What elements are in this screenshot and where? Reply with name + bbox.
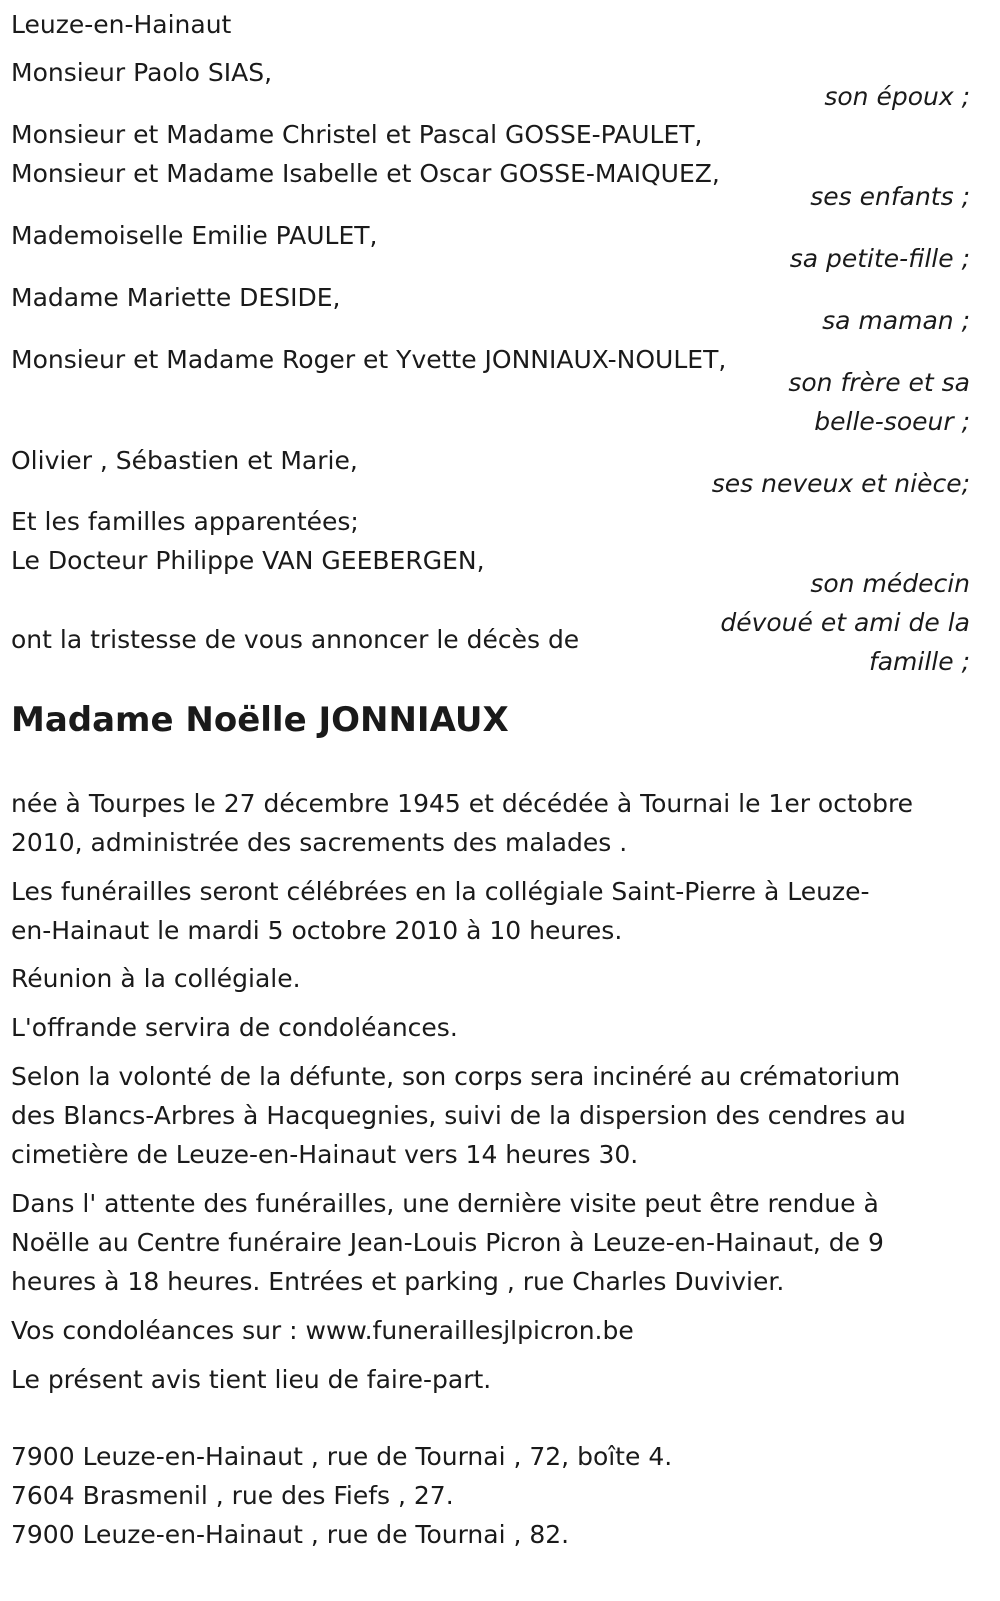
address-line: 7900 Leuze-en-Hainaut , rue de Tournai , 82. [11, 1520, 570, 1549]
address-line: 7604 Brasmenil , rue des Fiefs , 27. [11, 1481, 454, 1510]
paragraph-line: cimetière de Leuze-en-Hainaut vers 14 heures 30. [11, 1140, 639, 1169]
family-relation: dévoué et ami de la [720, 608, 970, 637]
family-member: Monsieur et Madame Isabelle et Oscar GOSSE-MAIQUEZ, [11, 159, 720, 188]
family-member: Mademoiselle Emilie PAULET, [11, 221, 378, 250]
family-relation: son médecin [810, 569, 970, 598]
paragraph-line: Dans l' attente des funérailles, une dernière visite peut être rendue à [11, 1189, 879, 1218]
family-relation: son époux ; [824, 82, 970, 111]
family-member: Et les familles apparentées; [11, 507, 359, 536]
condolences-line: Vos condoléances sur : www.funeraillesjlpicron.be [11, 1316, 634, 1345]
location-heading: Leuze-en-Hainaut [11, 10, 232, 39]
paragraph-line: Le présent avis tient lieu de faire-part. [11, 1365, 492, 1394]
family-member: Olivier , Sébastien et Marie, [11, 446, 358, 475]
deceased-name: Madame Noëlle JONNIAUX [11, 700, 509, 740]
paragraph-line: Les funérailles seront célébrées en la collégiale Saint-Pierre à Leuze- [11, 877, 870, 906]
family-relation: belle-soeur ; [814, 407, 970, 436]
family-member: Madame Mariette DESIDE, [11, 283, 341, 312]
announcement-text: ont la tristesse de vous annoncer le décès de [11, 625, 580, 654]
paragraph-line: née à Tourpes le 27 décembre 1945 et décédée à Tournai le 1er octobre [11, 789, 914, 818]
paragraph-line: 2010, administrée des sacrements des malades . [11, 828, 628, 857]
paragraph-line: heures à 18 heures. Entrées et parking , rue Charles Duvivier. [11, 1267, 785, 1296]
family-member: Monsieur et Madame Roger et Yvette JONNIAUX-NOULET, [11, 345, 727, 374]
address-line: 7900 Leuze-en-Hainaut , rue de Tournai , 72, boîte 4. [11, 1442, 673, 1471]
family-member: Monsieur Paolo SIAS, [11, 58, 273, 87]
family-relation: ses neveux et nièce; [711, 469, 970, 498]
family-relation: famille ; [868, 647, 970, 676]
family-relation: sa petite-fille ; [789, 244, 970, 273]
paragraph-line: Noëlle au Centre funéraire Jean-Louis Picron à Leuze-en-Hainaut, de 9 [11, 1228, 884, 1257]
paragraph-line: en-Hainaut le mardi 5 octobre 2010 à 10 heures. [11, 916, 623, 945]
paragraph-line: Réunion à la collégiale. [11, 964, 301, 993]
family-member: Le Docteur Philippe VAN GEEBERGEN, [11, 546, 485, 575]
paragraph-line: Selon la volonté de la défunte, son corps sera incinéré au crématorium [11, 1062, 901, 1091]
family-relation: ses enfants ; [810, 182, 970, 211]
family-relation: son frère et sa [788, 368, 970, 397]
paragraph-line: des Blancs-Arbres à Hacquegnies, suivi de la dispersion des cendres au [11, 1101, 906, 1130]
family-relation: sa maman ; [822, 306, 970, 335]
paragraph-line: L'offrande servira de condoléances. [11, 1013, 458, 1042]
family-member: Monsieur et Madame Christel et Pascal GOSSE-PAULET, [11, 120, 703, 149]
